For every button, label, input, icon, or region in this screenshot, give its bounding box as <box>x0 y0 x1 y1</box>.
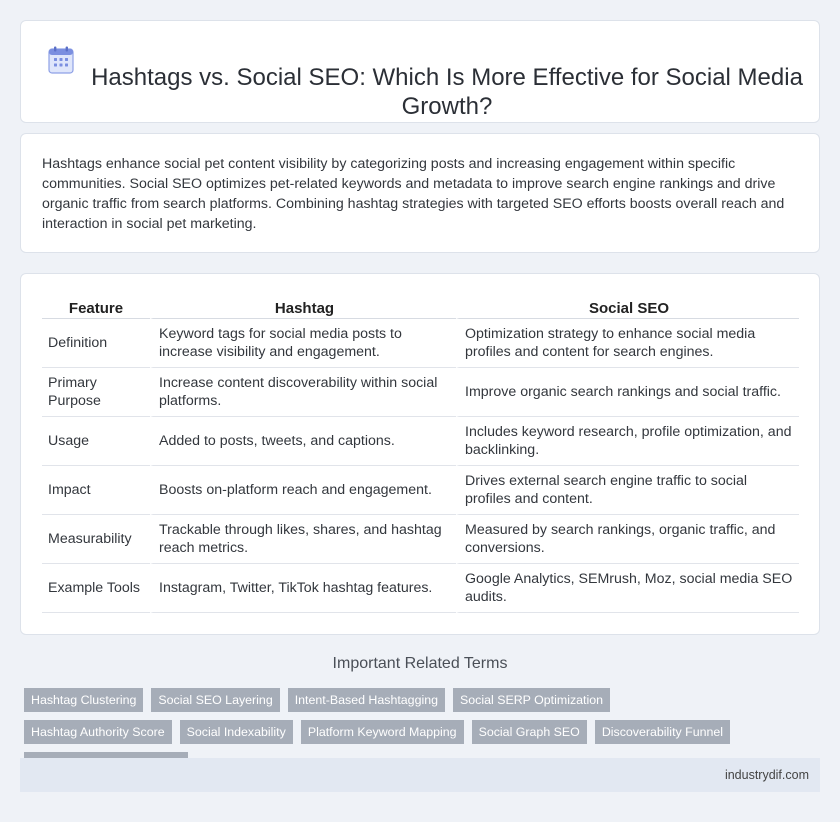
hashtag-cell: Added to posts, tweets, and captions. <box>150 417 456 466</box>
term-tag[interactable]: Intent-Based Hashtagging <box>288 688 445 712</box>
term-tag[interactable]: Hashtag Authority Score <box>24 720 172 744</box>
social-seo-cell: Optimization strategy to enhance social media profiles and content for search engines. <box>456 319 799 368</box>
intro-card <box>20 133 820 253</box>
social-seo-cell: Drives external search engine traffic to social profiles and content. <box>456 466 799 515</box>
table-row <box>42 466 799 515</box>
footer-site-link[interactable]: industrydif.com <box>724 768 809 782</box>
table-header-row <box>42 290 799 319</box>
hashtag-cell: Keyword tags for social media posts to increase visibility and engagement. <box>150 319 456 368</box>
table-row <box>42 515 799 564</box>
related-terms-title: Important Related Terms <box>332 655 508 672</box>
term-tag[interactable]: Platform Keyword Mapping <box>301 720 464 744</box>
table-row <box>42 319 799 368</box>
feature-cell: Measurability <box>42 515 150 564</box>
footer <box>20 758 820 792</box>
term-tag[interactable]: Hashtag Clustering <box>24 688 143 712</box>
feature-cell: Usage <box>42 417 150 466</box>
term-tag[interactable]: Discoverability Funnel <box>595 720 730 744</box>
term-tag[interactable]: Social Graph SEO <box>472 720 587 744</box>
term-tag[interactable]: Social Indexability <box>180 720 293 744</box>
intro-paragraph: Hashtags enhance social pet content visibility by categorizing posts and increasing engagement within specific communities. Social SEO optimizes pet-related keywords and metadata to improve search engine rankings and drive organic traffic from search platforms. Combining hashtag strategies with targeted SEO efforts boosts overall reach and interaction in social pet marketing. <box>42 156 785 232</box>
hashtag-cell: Increase content discoverability within social platforms. <box>150 368 456 417</box>
table-row <box>42 564 799 613</box>
comparison-table-card <box>20 273 820 635</box>
social-seo-cell: Improve organic search rankings and social traffic. <box>456 368 799 417</box>
header-feature: Feature <box>42 290 150 319</box>
header-card <box>20 20 820 123</box>
feature-cell: Example Tools <box>42 564 150 613</box>
feature-cell: Impact <box>42 466 150 515</box>
social-seo-cell: Includes keyword research, profile optimization, and backlinking. <box>456 417 799 466</box>
table-row <box>42 417 799 466</box>
hashtag-cell: Boosts on-platform reach and engagement. <box>150 466 456 515</box>
table-row <box>42 368 799 417</box>
hashtag-cell: Instagram, Twitter, TikTok hashtag features. <box>150 564 456 613</box>
feature-cell: Primary Purpose <box>42 368 150 417</box>
page-title: Hashtags vs. Social SEO: Which Is More Effective for Social Media Growth? <box>91 64 803 120</box>
header-social-seo: Social SEO <box>456 290 799 319</box>
comparison-table <box>42 290 799 613</box>
social-seo-cell: Measured by search rankings, organic traffic, and conversions. <box>456 515 799 564</box>
feature-cell: Definition <box>42 319 150 368</box>
social-seo-cell: Google Analytics, SEMrush, Moz, social media SEO audits. <box>456 564 799 613</box>
term-tag[interactable]: Social SEO Layering <box>151 688 279 712</box>
term-tag[interactable]: Social SERP Optimization <box>453 688 610 712</box>
hashtag-cell: Trackable through likes, shares, and hashtag reach metrics. <box>150 515 456 564</box>
header-hashtag: Hashtag <box>150 290 456 319</box>
document-icon <box>48 46 74 74</box>
